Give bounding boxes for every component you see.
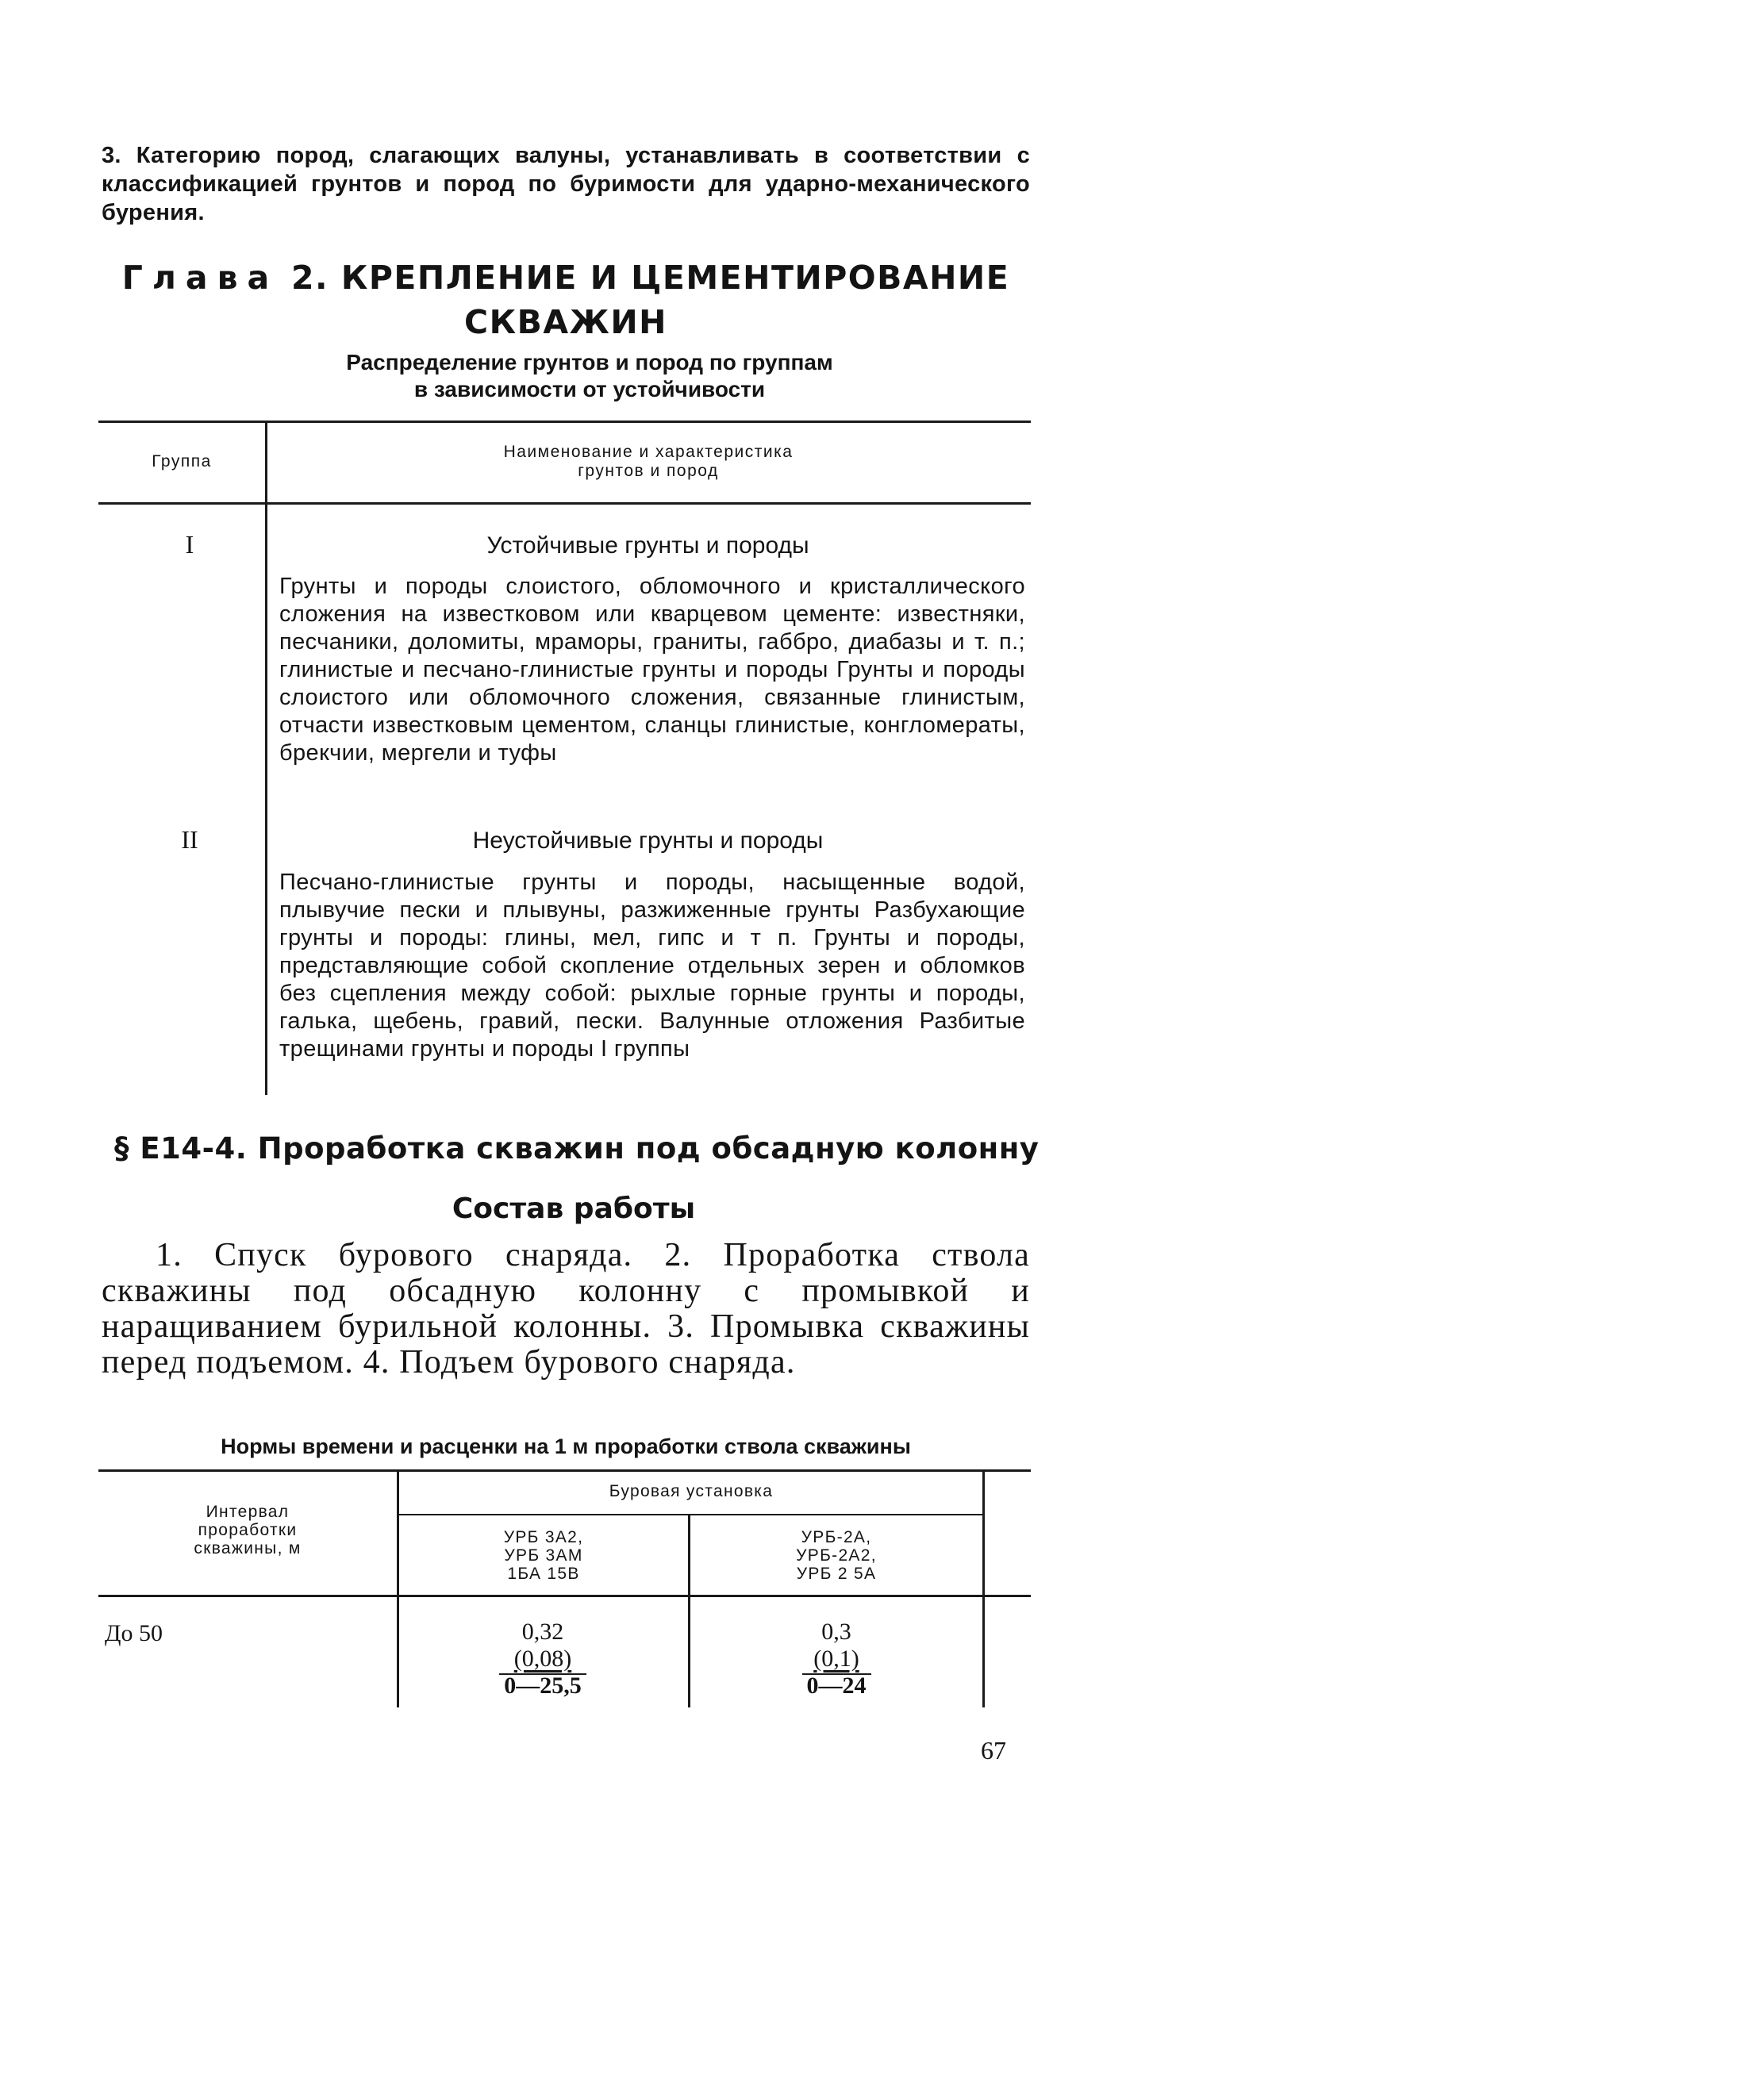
table-top-rule <box>98 421 1031 423</box>
intro-paragraph: 3. Категорию пород, слагающих валуны, устанавливать в соответствии с классификацией грунтов и пород по буримости для ударно-механического бурения. <box>102 143 1030 225</box>
groups-title-line2: в зависимости от устойчивости <box>413 377 766 401</box>
rig-model: УРБ 2 5А <box>796 1565 877 1583</box>
header-name-line2: грунтов и пород <box>578 462 719 480</box>
header-name-line1: Наименование и характеристика <box>503 443 794 461</box>
groups-title-line1: Распределение грунтов и пород по группам <box>346 350 833 374</box>
chapter-heading <box>102 255 1030 344</box>
interval-value: До 50 <box>105 1620 163 1646</box>
group-title: Устойчивые грунты и породы <box>486 532 809 559</box>
table-column-divider <box>397 1469 399 1707</box>
table-top-rule <box>98 1469 1031 1472</box>
chapter-title-line2: СКВАЖИН <box>464 303 667 341</box>
norm-cell <box>463 1619 622 1699</box>
group-title: Неустойчивые грунты и породы <box>472 828 824 854</box>
time-norm-paren: (0,1) <box>813 1646 859 1672</box>
header-interval-line: скважины, м <box>194 1539 302 1557</box>
page-number: 67 <box>981 1736 1006 1765</box>
work-description: 1. Спуск бурового снаряда. 2. Проработка ствола скважины под обсадную колонну с промывкой и наращиванием бурильной колонны. 3. Промывка скважины перед подъемом. 4. Подъем бурового снаряда. <box>102 1237 1030 1381</box>
section-heading: § Е14-4. Проработка скважин под обсадную колонну <box>114 1131 1040 1166</box>
header-interval-line: проработки <box>198 1521 298 1539</box>
rig-model: УРБ-2А2, <box>796 1546 877 1565</box>
group-description: Песчано-глинистые грунты и породы, насыщенные водой, плывучие пески и плывуны, разжиженные грунты Разбухающие грунты и породы: глины, мел, гипс и т п. Грунты и породы, представляющие собой скопление отдельных зерен и обломков без сцепления между собой: рыхлые горные грунты и породы, галька, щебень, гравий, пески. Валунные отложения Разбитые трещинами грунты и породы I группы <box>279 870 1025 1062</box>
table-header-rule <box>98 502 1031 505</box>
group-number: I <box>185 530 194 559</box>
chapter-prefix: Глава <box>121 259 279 297</box>
header-rig-column <box>400 1528 687 1583</box>
rig-model: УРБ-2А, <box>801 1528 872 1546</box>
norm-cell <box>757 1619 916 1699</box>
header-interval-line: Интервал <box>206 1503 290 1521</box>
groups-table-title <box>102 349 1054 403</box>
norms-table-title: Нормы времени и расценки на 1 м проработки ствола скважины <box>221 1434 911 1458</box>
header-rig-column <box>690 1528 982 1583</box>
header-interval <box>98 1503 397 1557</box>
table-header-rule <box>98 1595 1031 1597</box>
norms-table <box>98 1469 1031 1707</box>
price-value: 0—25,5 <box>499 1673 586 1697</box>
header-rig: Буровая установка <box>609 1482 774 1500</box>
price-value: 0—24 <box>802 1673 871 1697</box>
time-norm: 0,32 <box>521 1619 564 1645</box>
rig-model: УРБ 3АМ <box>504 1546 583 1565</box>
header-name <box>267 443 1029 481</box>
group-description: Грунты и породы слоистого, обломочного и кристаллического сложения на известковом или кварцевом цементе: известняки, песчаники, доломиты, мраморы, граниты, габбро, диабазы и т. п.; глинистые и песчано-глинистые грунты и породы Грунты и породы слоистого или обломочного сложения, связанные глинистым, отчасти известковым цементом, сланцы глинистые, конгломераты, брекчии, мергели и туфы <box>279 574 1025 766</box>
group-number: II <box>181 825 198 854</box>
time-norm: 0,3 <box>821 1619 851 1645</box>
chapter-title-line1: 2. КРЕПЛЕНИЕ И ЦЕМЕНТИРОВАНИЕ <box>290 259 1010 297</box>
time-norm-paren: (0,08) <box>513 1646 572 1672</box>
table-column-divider <box>982 1469 985 1707</box>
rig-model: 1БА 15В <box>507 1565 580 1583</box>
rig-header-rule <box>398 1514 984 1515</box>
header-group: Группа <box>152 452 212 470</box>
groups-table <box>98 421 1031 1095</box>
table-column-divider <box>265 421 267 1095</box>
rig-model: УРБ 3А2, <box>503 1528 584 1546</box>
work-heading: Состав работы <box>452 1193 696 1225</box>
